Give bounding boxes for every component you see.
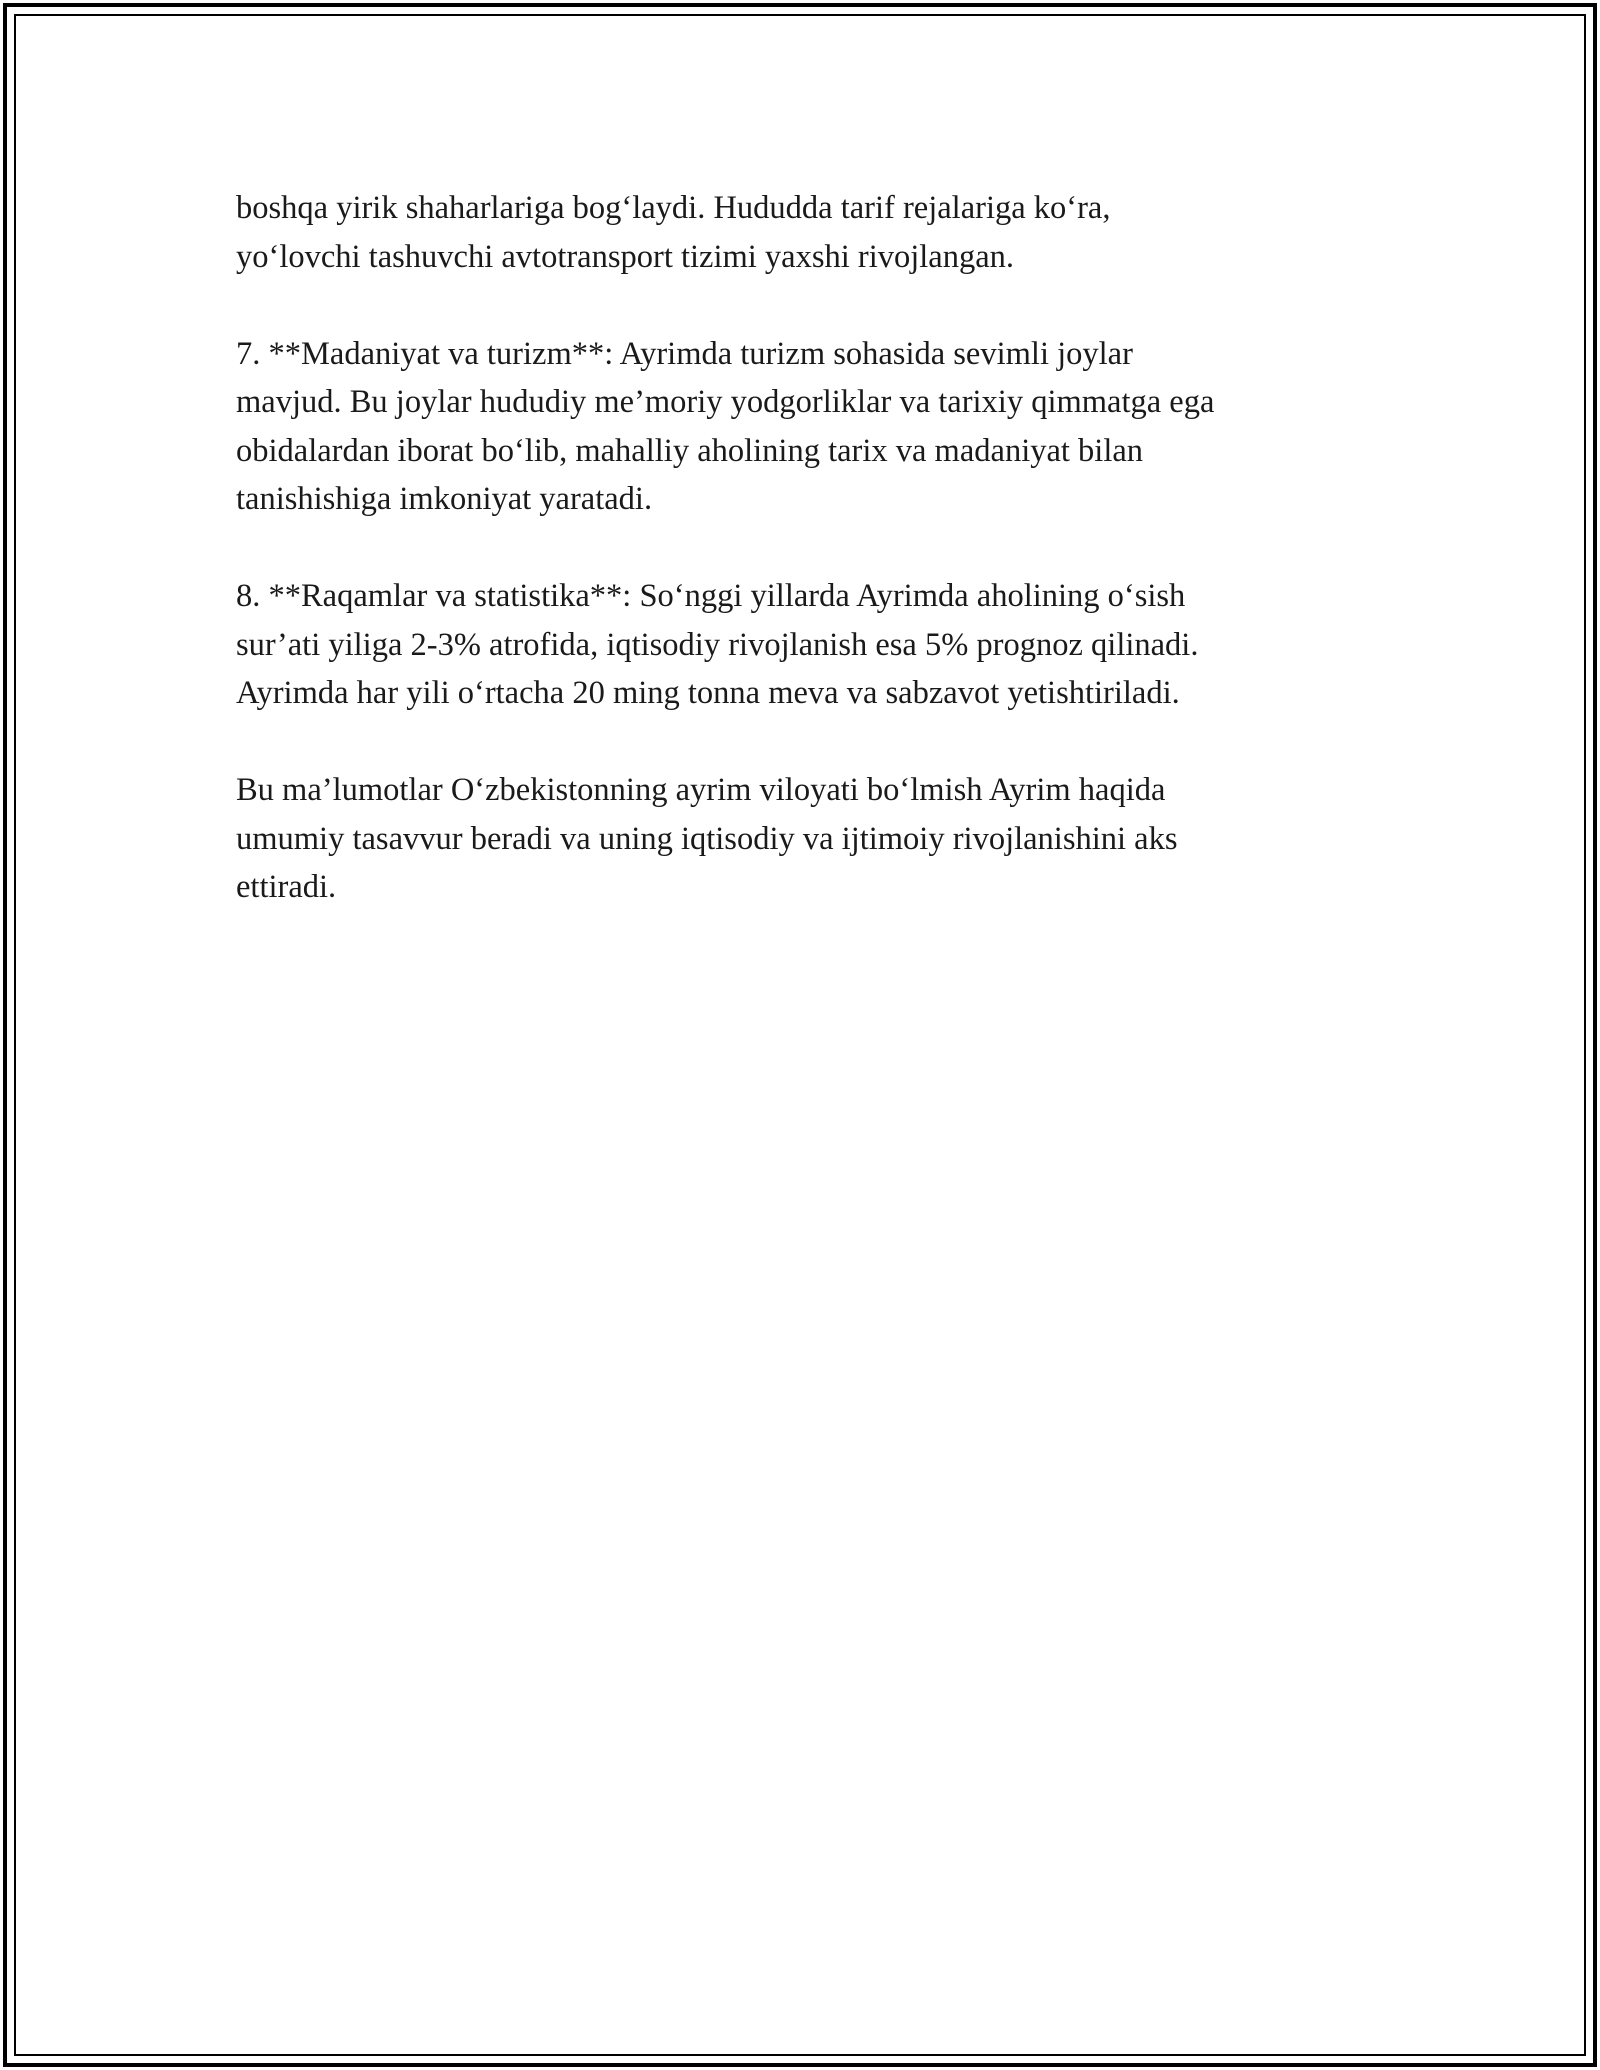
text-line: sur’ati yiliga 2-3% atrofida, iqtisodiy rivojlanish esa 5% prognoz qilinadi. <box>236 626 1199 663</box>
text-line: ettiradi. <box>236 869 337 905</box>
paragraph-culture-tourism <box>236 330 1386 524</box>
paragraph-transport-continued <box>236 184 1386 281</box>
text-line: boshqa yirik shaharlariga bog‘laydi. Hududda tarif rejalariga ko‘ra, <box>236 190 1111 226</box>
text-line: Ayrimda har yili o‘rtacha 20 ming tonna meva va sabzavot yetishtiriladi. <box>236 675 1180 711</box>
text-line: tanishishiga imkoniyat yaratadi. <box>236 481 653 517</box>
paragraph-statistics <box>236 572 1386 718</box>
text-line: obidalardan iborat bo‘lib, mahalliy aholining tarix va madaniyat bilan <box>236 432 1144 469</box>
text-line: yo‘lovchi tashuvchi avtotransport tizimi yaxshi rivojlangan. <box>236 238 1015 275</box>
text-line: mavjud. Bu joylar hududiy me’moriy yodgorliklar va tarixiy qimmatga ega <box>236 384 1215 420</box>
text-line: 7. **Madaniyat va turizm**: Ayrimda turizm sohasida sevimli joylar <box>236 335 1133 372</box>
document-body <box>236 184 1386 960</box>
text-line: 8. **Raqamlar va statistika**: So‘nggi yillarda Ayrimda aholining o‘sish <box>236 578 1186 614</box>
text-line: Bu ma’lumotlar O‘zbekistonning ayrim viloyati bo‘lmish Ayrim haqida <box>236 772 1166 808</box>
paragraph-conclusion <box>236 766 1386 912</box>
text-line: umumiy tasavvur beradi va uning iqtisodiy va ijtimoiy rivojlanishini aks <box>236 820 1178 857</box>
